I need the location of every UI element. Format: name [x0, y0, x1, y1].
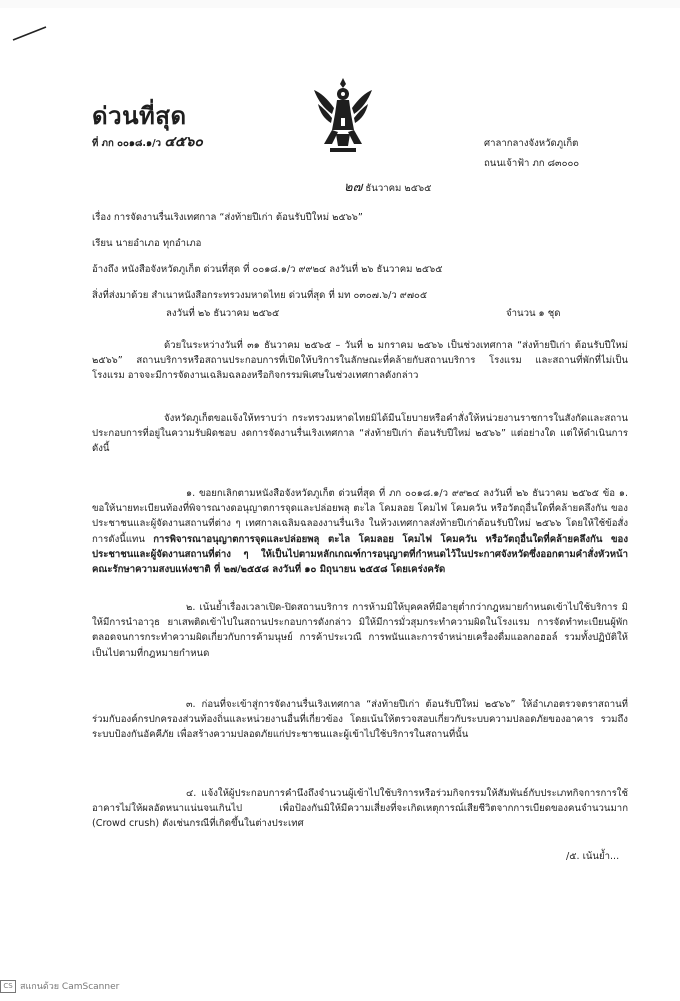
subject-line: เรื่อง การจัดงานรื่นเริงเทศกาล “ส่งท้ายปีเก่า ต้อนรับปีใหม่ ๒๕๖๖”	[92, 212, 363, 223]
top-edge	[0, 0, 680, 8]
garuda-emblem-icon	[312, 74, 374, 158]
body-item-1	[92, 486, 628, 577]
reference-line: อ้างถึง หนังสือจังหวัดภูเก็ต ด่วนที่สุด ที่ ๐๐๑๘.๑/ว ๙๙๒๔ ลงวันที่ ๒๖ ธันวาคม ๒๕๖๕	[92, 264, 443, 275]
body-paragraph-1: ด้วยในระหว่างวันที่ ๓๑ ธันวาคม ๒๕๖๕ – วันที่ ๒ มกราคม ๒๕๖๖ เป็นช่วงเทศกาล “ส่งท้ายปีเก่า ต้อนรับปีใหม่ ๒๕๖๖” สถานบริการหรือสถานประกอบการที่เปิดให้บริการในลักษณะที่คล้ายกับสถานบริการ โรงแรม และสถานที่พักที่ไม่เป็นโรงแรม อาจจะมีการจัดงานเฉลิมฉลองหรือกิจกรรมพิเศษในช่วงเทศกาลดังกล่าว	[92, 340, 628, 382]
enclosure-quantity: จำนวน ๑ ชุด	[506, 308, 561, 319]
enclosure-date: ลงวันที่ ๒๖ ธันวาคม ๒๕๖๕	[166, 308, 280, 319]
date-month-year: ธันวาคม ๒๕๖๕	[365, 183, 432, 194]
office-address-line2: ถนนเจ้าฟ้า ภก ๘๓๐๐๐	[484, 158, 580, 169]
addressee-line: เรียน นายอำเภอ ทุกอำเภอ	[92, 238, 202, 249]
date-day-handwritten: ๒๗	[344, 180, 363, 195]
camscanner-logo-icon: CS	[0, 980, 16, 993]
body-paragraph-2: จังหวัดภูเก็ตขอแจ้งให้ทราบว่า กระทรวงมหาดไทยมิได้มีนโยบายหรือคำสั่งให้หน่วยงานราชการในสังกัดและสถานประกอบการที่อยู่ในความรับผิดชอบ งดการจัดงานรื่นเริงเทศกาล “ส่งท้ายปีเก่า ต้อนรับปีใหม่ ๒๕๖๖” แต่อย่างใด แต่ให้ดำเนินการ ดังนี้	[92, 413, 628, 455]
urgency-heading: ด่วนที่สุด	[92, 102, 187, 130]
body-item-4: ๔. แจ้งให้ผู้ประกอบการคำนึงถึงจำนวนผู้เข้าไปใช้บริการหรือร่วมกิจกรรมให้สัมพันธ์กับประเภทกิจการการใช้อาคารไม่ให้ผลอัดหนาแน่นจนเกินไป เพื่อป้องกันมิให้มีความเสี่ยงที่จะเกิดเหตุการณ์เสียชีวิตจากการเบียดของคนจำนวนมาก (Crowd crush) ดังเช่นกรณีที่เกิดขึ้นในต่างประเทศ	[92, 788, 628, 830]
continued-marker: /๕. เน้นย้ำ...	[566, 851, 620, 862]
scanner-watermark	[0, 980, 119, 995]
office-address-line1: ศาลากลางจังหวัดภูเก็ต	[484, 138, 579, 149]
enclosure-line: สิ่งที่ส่งมาด้วย สำเนาหนังสือกระทรวงมหาดไทย ด่วนที่สุด ที่ มท ๐๓๐๗.๖/ว ๙๗๐๕	[92, 290, 428, 301]
body-item-2: ๒. เน้นย้ำเรื่องเวลาเปิด-ปิดสถานบริการ การห้ามมิให้บุคคลที่มีอายุต่ำกว่ากฎหมายกำหนดเข้าไปใช้บริการ มิให้มีการนำอาวุธ ยาเสพติดเข้าไปในสถานประกอบการดังกล่าว มิให้มีการมั่วสุมกระทำความผิดในโรงแรม การจัดทำทะเบียนผู้พัก ตลอดจนการกระทำความผิดเกี่ยวกับการค้ามนุษย์ การค้าประเวณี การพนันและการจำหน่ายเครื่องดื่มแอลกอฮอล์ รวมทั้งปฏิบัติให้เป็นไปตามที่กฎหมายกำหนด	[92, 602, 628, 659]
body-item-1-text: ๑. ขอยกเลิกตามหนังสือจังหวัดภูเก็ต ด่วนที่สุด ที่ ภก ๐๐๑๘.๑/ว ๙๙๒๔ ลงวันที่ ๒๖ ธันวาคม ๒๕๖๕ ข้อ ๑. ขอให้นายทะเบียนท้องที่พิจารณางดอนุญาตการจุดและปล่อยพลุ ตะไล โคมลอย โคมไฟ โคมควัน หรือวัตถุอื่นใดที่คล้ายคลึงกัน ของประชาชนและผู้จัดงานสถานที่ต่าง ๆ เทศกาลเฉลิมฉลองงานรื่นเริง ในห้วงเทศกาลส่งท้ายปีเก่าต้อนรับปีใหม่ ๒๕๖๖ โดยให้ใช้ข้อสั่งการดังนี้แทน	[92, 488, 628, 545]
document-number-handwritten: ๔๕๖๐	[164, 134, 203, 150]
pen-stroke-mark	[10, 22, 50, 44]
body-item-1-emphasis: การพิจารณาอนุญาตการจุดและปล่อยพลุ ตะไล โคมลอย โคมไฟ โคมควัน หรือวัตถุอื่นใดที่คล้ายคลึงกัน ของประชาชนและผู้จัดงานสถานที่ต่าง ๆ ให้เป็นไปตามหลักเกณฑ์การอนุญาตที่กำหนดไว้ในประกาศจังหวัดซึ่งออกตามคำสั่งหัวหน้าคณะรักษาความสงบแห่งชาติ ที่ ๒๗/๒๕๕๘ ลงวันที่ ๑๐ มิถุนายน ๒๕๕๘ โดยเคร่งครัด	[92, 533, 629, 576]
body-item-3: ๓. ก่อนที่จะเข้าสู่การจัดงานรื่นเริงเทศกาล “ส่งท้ายปีเก่า ต้อนรับปีใหม่ ๒๕๖๖” ให้อำเภอตรวจตราสถานที่ร่วมกับองค์กรปกครองส่วนท้องถิ่นและหน่วยงานอื่นที่เกี่ยวข้อง โดยเน้นให้ตรวจสอบเกี่ยวกับระบบความปลอดภัยของอาคาร รวมถึงระบบป้องกันอัคคีภัย เพื่อสร้างความปลอดภัยแก่ประชาชนและผู้เข้าไปใช้บริการในสถานที่นั้น	[92, 699, 628, 741]
scanner-watermark-text: สแกนด้วย CamScanner	[20, 982, 120, 992]
document-number-label: ที่ ภก ๐๐๑๘.๑/ว	[92, 138, 161, 149]
